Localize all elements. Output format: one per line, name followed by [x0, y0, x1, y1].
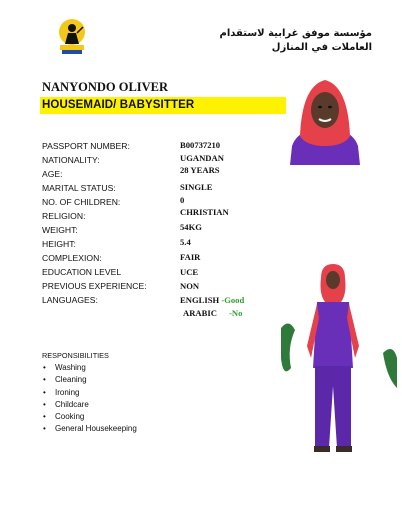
nationality-value: UGANDAN: [180, 153, 224, 163]
portrait-photo: [286, 68, 364, 165]
language-english: [180, 295, 244, 305]
passport-number-label: PASSPORT NUMBER:: [42, 141, 130, 151]
religion-value: CHRISTIAN: [180, 207, 229, 217]
passport-number-value: B00737210: [180, 140, 221, 150]
company-name-arabic: مؤسسة موفق غرابية لاستقدام العاملات في المنازل: [219, 28, 372, 53]
height-value: 5.4: [180, 237, 191, 247]
education-value: UCE: [180, 267, 199, 277]
religion-label: RELIGION:: [42, 211, 86, 221]
list-item: • Childcare: [42, 399, 137, 411]
age-value: 28 YEARS: [180, 165, 220, 175]
full-body-photo: [281, 258, 397, 473]
company-logo: [56, 18, 88, 56]
complexion-label: COMPLEXION:: [42, 253, 102, 263]
candidate-name: NANYONDO OLIVER: [42, 80, 169, 94]
height-label: HEIGHT:: [42, 239, 76, 249]
language-arabic-name: ARABIC: [183, 308, 217, 318]
weight-label: WEIGHT:: [42, 225, 78, 235]
list-item: • Ironing: [42, 387, 137, 399]
company-logo-icon: [56, 18, 88, 56]
list-item: • Cleaning: [42, 374, 137, 386]
list-item: • General Housekeeping: [42, 423, 137, 435]
responsibilities-list: [42, 362, 137, 436]
language-english-name: ENGLISH: [180, 295, 220, 305]
nationality-label: NATIONALITY:: [42, 155, 100, 165]
complexion-value: FAIR: [180, 252, 201, 262]
children-value: 0: [180, 195, 185, 205]
marital-status-label: MARITAL STATUS:: [42, 183, 116, 193]
experience-label: PREVIOUS EXPERIENCE:: [42, 281, 147, 291]
age-label: AGE:: [42, 169, 63, 179]
responsibilities-title: RESPONSIBILITIES: [42, 351, 109, 360]
language-arabic-level: -No: [229, 308, 243, 318]
children-label: NO. OF CHILDREN:: [42, 197, 121, 207]
language-arabic: [183, 308, 242, 318]
marital-status-value: SINGLE: [180, 182, 213, 192]
language-english-level: -Good: [221, 295, 245, 305]
list-item: • Washing: [42, 362, 137, 374]
experience-value: NON: [180, 281, 200, 291]
candidate-position: HOUSEMAID/ BABYSITTER: [42, 99, 195, 111]
weight-value: 54KG: [180, 222, 202, 232]
list-item: • Cooking: [42, 411, 137, 423]
education-label: EDUCATION LEVEL: [42, 267, 122, 277]
languages-label: LANGUAGES:: [42, 295, 98, 305]
